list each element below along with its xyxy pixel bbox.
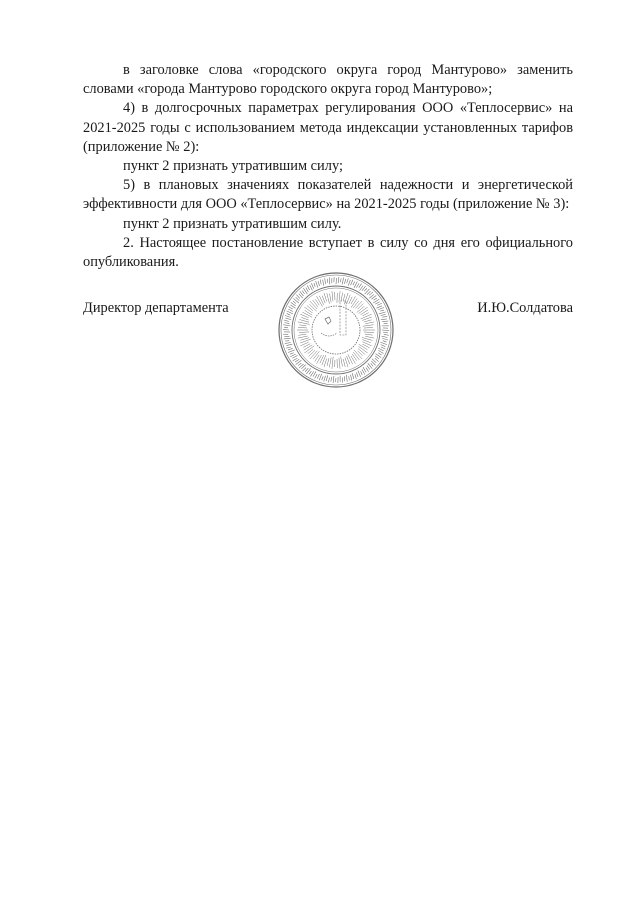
paragraph-item-5: 5) в плановых значениях показателей надежности и энергетической эффективности для ООО «Теплосервис» на 2021-2025 годы (приложение № 3): bbox=[83, 177, 573, 213]
paragraph-effective-date: 2. Настоящее постановление вступает в силу со дня его официального опубликования. bbox=[83, 234, 573, 271]
paragraph-item-5-clause: пункт 2 признать утратившим силу. bbox=[123, 215, 342, 232]
signatory-name: И.Ю.Солдатова bbox=[477, 300, 573, 316]
signatory-position: Директор департамента bbox=[83, 300, 229, 316]
document-body bbox=[83, 61, 573, 272]
official-seal-icon bbox=[277, 271, 395, 389]
paragraph-item-4-clause: пункт 2 признать утратившим силу; bbox=[123, 158, 343, 175]
paragraph-title-amendment: в заголовке слова «городского округа город Мантурово» заменить словами «города Мантурово городского округа город Мантурово»; bbox=[83, 62, 573, 98]
paragraph-item-4: 4) в долгосрочных параметрах регулирования ООО «Теплосервис» на 2021-2025 годы с использованием метода индексации установленных тарифов (приложение № 2): bbox=[83, 100, 573, 155]
